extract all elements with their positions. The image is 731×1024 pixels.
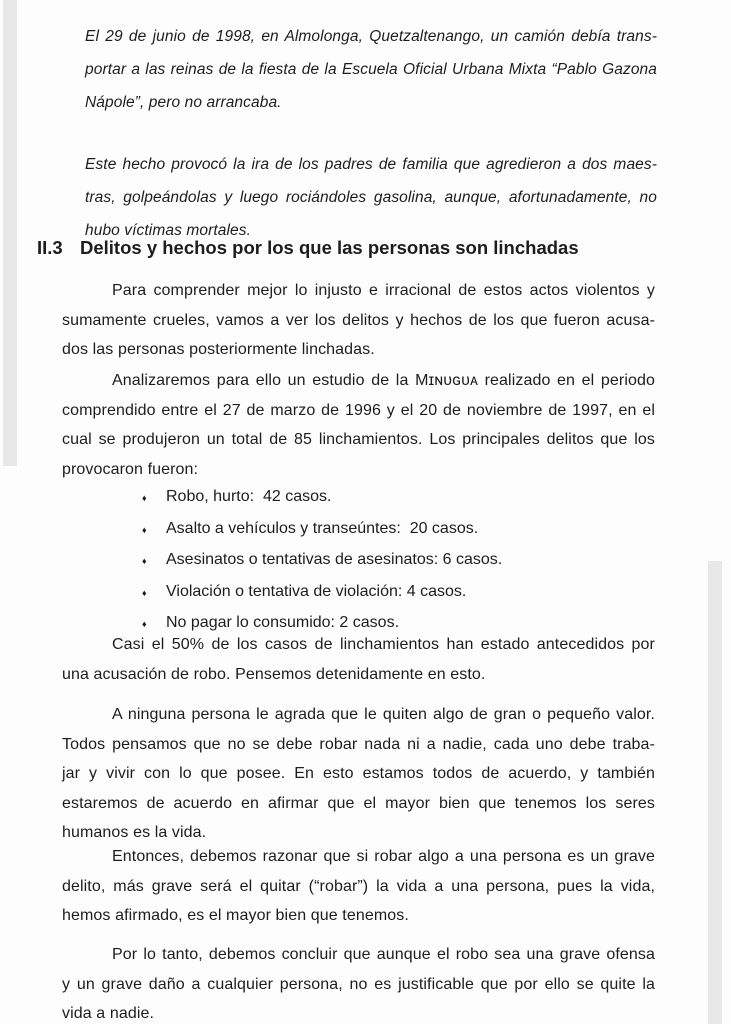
body-paragraph [62, 842, 655, 931]
bullet-diamond-icon: ♦ [142, 556, 147, 566]
text-line: una acusación de robo. Pensemos detenidamente en esto. [62, 665, 486, 683]
text-line: sumamente crueles, vamos a ver los delitos y hechos de los que fueron acusa- [62, 311, 655, 329]
scan-edge-bar-right [708, 561, 722, 1024]
text-line: Todos pensamos que no se debe robar nada ni a nadie, cada uno debe traba- [62, 735, 655, 753]
text-line: hubo víctimas mortales. [85, 222, 251, 239]
body-paragraph [62, 276, 655, 365]
text-line: tras, golpeándolas y luego rociándoles gasolina, aunque, afortunadamente, no [85, 189, 657, 206]
text-line: cual se produjeron un total de 85 linchamientos. Los principales delitos que los [62, 431, 655, 448]
text-line: Por lo tanto, debemos concluir que aunque el robo sea una grave ofensa [112, 946, 655, 963]
section-title: Delitos y hechos por los que las personas son linchadas [80, 237, 579, 258]
text-line: El 29 de junio de 1998, en Almolonga, Quetzaltenango, un camión debía trans- [85, 28, 657, 45]
bullet-diamond-icon: ♦ [142, 587, 147, 598]
text-line: Este hecho provocó la ira de los padres de familia que agredieron a dos maes- [85, 156, 657, 173]
text-line: y un grave daño a cualquier persona, no es justificable que por ello se quite la [62, 975, 655, 993]
text-line: Para comprender mejor lo injusto e irracional de estos actos violentos y [112, 282, 655, 299]
text-line: Analizaremos para ello un estudio de la Mɪɴᴜɢᴜᴀ realizado en el periodo [112, 372, 655, 389]
text-line: jar y vivir con lo que posee. En esto estamos todos de acuerdo, y también [62, 765, 655, 782]
crime-statistics-list [62, 482, 655, 640]
case-quote-paragraph [85, 20, 657, 119]
text-line: A ninguna persona le agrada que le quiten algo de gran o pequeño valor. [112, 706, 655, 723]
body-paragraph [62, 366, 655, 484]
list-item [62, 514, 655, 546]
section-heading [37, 235, 657, 261]
text-line: delito, más grave será el quitar (“robar”) la vida a una persona, pues la vida, [62, 877, 655, 895]
body-paragraph [62, 630, 655, 689]
text-line: Casi el 50% de los casos de linchamientos han estado antecedidos por [112, 636, 655, 653]
text-line: dos las personas posteriormente linchadas. [62, 341, 375, 358]
text-line: estaremos de acuerdo en afirmar que el mayor bien que tenemos los seres [62, 794, 655, 812]
text-line: portar a las reinas de la fiesta de la Escuela Oficial Urbana Mixta “Pablo Gazona [85, 61, 657, 78]
bullet-diamond-icon: ♦ [142, 524, 147, 535]
list-item-text: Robo, hurto: 42 casos. [166, 488, 332, 505]
text-line: comprendido entre el 27 de marzo de 1996 y el 20 de noviembre de 1997, en el [62, 401, 655, 419]
text-line: vida a nadie. [62, 1005, 155, 1022]
case-quote-paragraph [85, 148, 657, 247]
text-line: humanos es la vida. [62, 824, 207, 841]
text-line: Nápole”, pero no arrancaba. [85, 94, 282, 111]
scan-edge-bar-left [3, 0, 17, 466]
body-paragraph [62, 940, 655, 1024]
bullet-diamond-icon: ♦ [142, 619, 147, 629]
list-item-text: Violación o tentativa de violación: 4 casos. [166, 582, 467, 600]
text-line: provocaron fueron: [62, 460, 199, 478]
text-line: hemos afirmado, es el mayor bien que tenemos. [62, 907, 409, 924]
bullet-diamond-icon: ♦ [142, 493, 147, 503]
text-line: Entonces, debemos razonar que si robar algo a una persona es un grave [112, 848, 655, 865]
list-item [62, 482, 655, 514]
list-item [62, 577, 655, 609]
list-item-text: Asalto a vehículos y transeúntes: 20 casos. [166, 519, 479, 537]
list-item-text: Asesinatos o tentativas de asesinatos: 6 casos. [166, 551, 503, 568]
section-number: II.3 [37, 237, 63, 258]
list-item-text: No pagar lo consumido: 2 casos. [166, 614, 400, 631]
body-paragraph [62, 700, 655, 848]
list-item [62, 545, 655, 577]
